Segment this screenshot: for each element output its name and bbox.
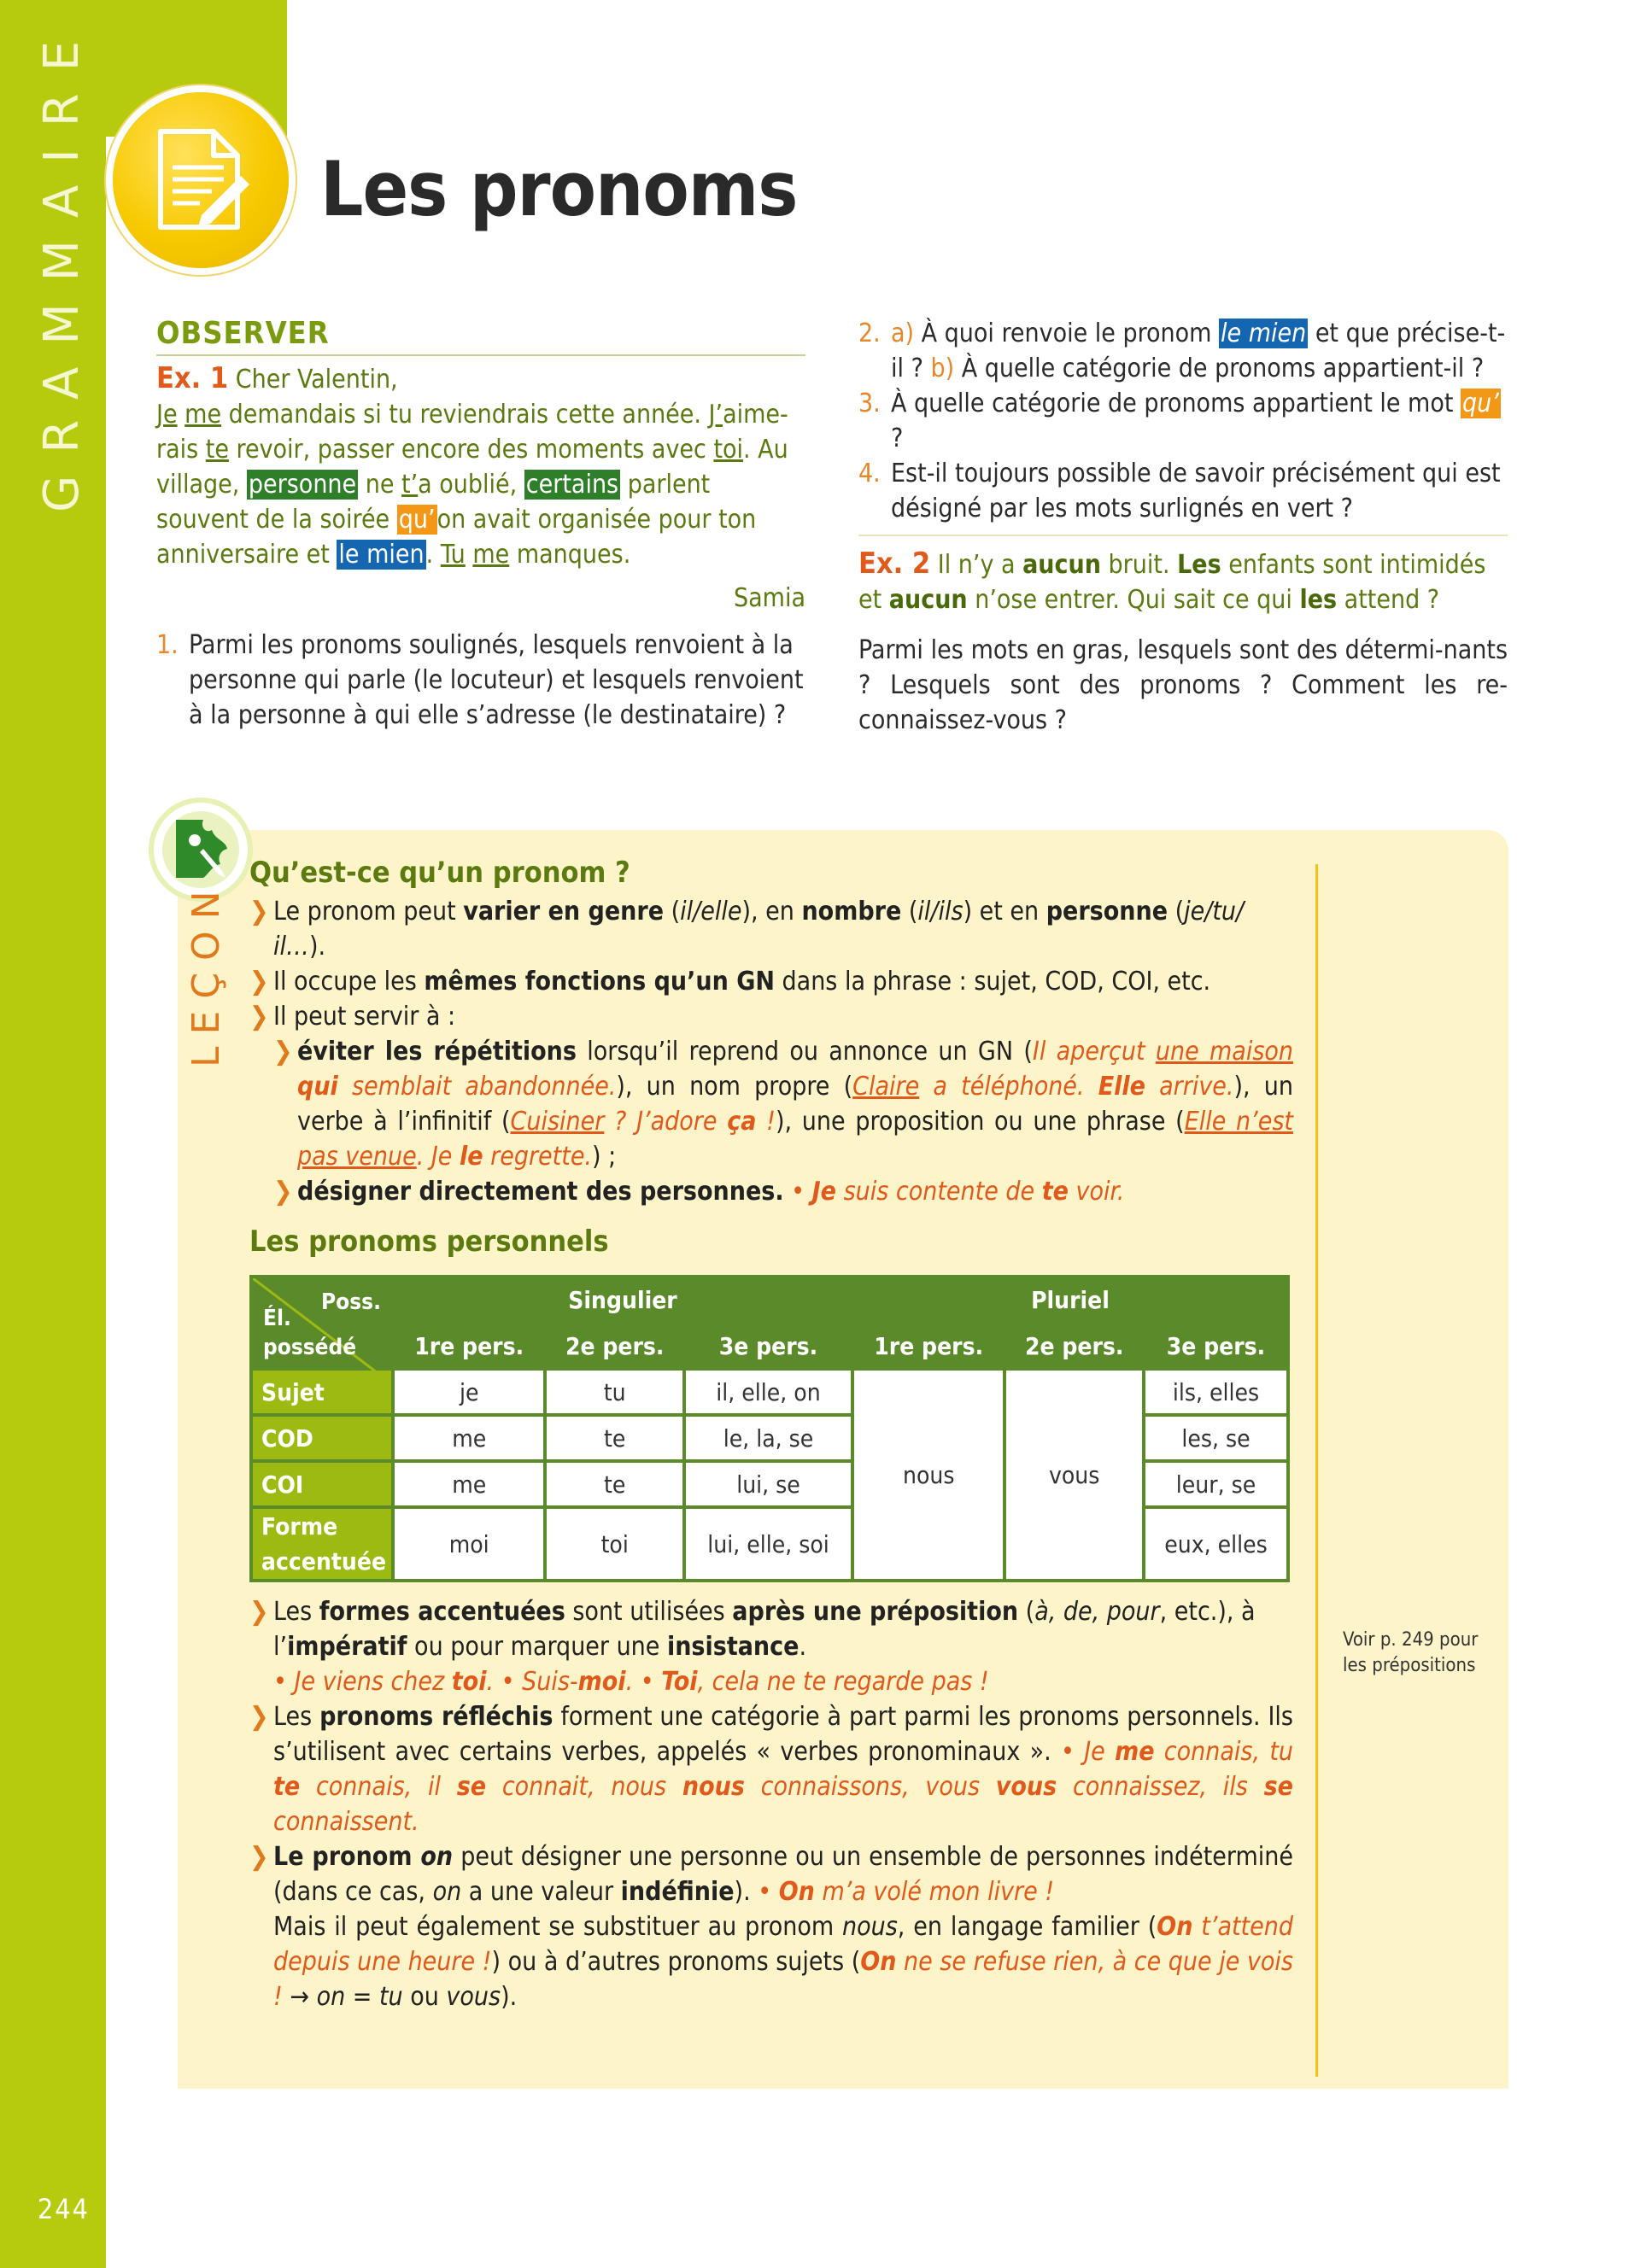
table-cell: le, la, se: [684, 1415, 852, 1461]
table-cell: lui, se: [684, 1461, 852, 1507]
lesson-bullet: ❯ Le pronom peut varier en genre (il/elle), en nombre (il/ils) et en personne (je/tu/ il…).: [249, 894, 1293, 964]
row-header: Forme accentuée: [251, 1507, 393, 1581]
separator: [858, 535, 1508, 536]
lesson-heading-2: Les pronoms personnels: [249, 1225, 609, 1259]
lesson-bullet: ❯ Il occupe les mêmes fonctions qu’un GN dans la phrase : sujet, COD, COI, etc.: [249, 964, 1293, 999]
chapter-badge: [113, 92, 289, 268]
letter-text: aime-: [723, 400, 788, 430]
ex1-greeting: Cher Valentin,: [235, 365, 398, 395]
question-1: [156, 628, 805, 733]
lesson-sub-bullet: ❯ désigner directement des personnes. • Je suis contente de te voir.: [273, 1174, 1293, 1209]
lesson-label: LEÇON: [184, 879, 228, 1067]
chevron-right-icon: ❯: [249, 1002, 269, 1032]
table-cell: je: [393, 1369, 545, 1415]
table-cell: me: [393, 1415, 545, 1461]
pers-header: 3e pers.: [1144, 1323, 1288, 1369]
chevron-right-icon: ❯: [249, 1842, 269, 1872]
word-je: Je: [156, 400, 178, 430]
lesson-bullet: ❯ Il peut servir à :: [249, 999, 1293, 1034]
document-pencil-icon: [152, 126, 255, 234]
ex2-question: Parmi les mots en gras, lesquels sont des détermi-nants ? Lesquels sont des pronoms ? Comment les re-connaissez-vous ?: [858, 635, 1508, 735]
letter-text: . Au village,: [156, 435, 788, 500]
questions-column: [858, 316, 1508, 738]
table-corner: [251, 1277, 393, 1369]
row-header: COI: [251, 1461, 393, 1507]
chevron-right-icon: ❯: [249, 1702, 269, 1732]
table-cell: te: [545, 1461, 684, 1507]
table-cell: lui, elle, soi: [684, 1507, 852, 1581]
letter-text: rais: [156, 435, 206, 465]
question-text: Parmi les pronoms soulignés, lesquels renvoient à la personne qui parle (le locuteur) et lesquels renvoient à la personne à qui elle s’adresse (le destinataire) ?: [189, 630, 804, 730]
row-header: COD: [251, 1415, 393, 1461]
observer-column: [156, 316, 805, 733]
table-row: [251, 1369, 1288, 1415]
question-3: [858, 386, 1508, 456]
highlight-personne: personne: [248, 470, 357, 500]
table-cell: me: [393, 1461, 545, 1507]
letter-text: .: [425, 540, 441, 570]
side-note: Voir p. 249 pour les prépositions: [1343, 1629, 1479, 1676]
observer-heading: OBSERVER: [156, 316, 805, 356]
ex2-text: Ex. 2 Il n’y a aucun bruit. Les enfants sont intimidés et aucun n’ose entrer. Qui sait ce qui les attend ?: [858, 547, 1486, 615]
highlight-qu: qu’: [1462, 389, 1499, 418]
letter-text: parlent souvent de la soirée: [156, 470, 711, 535]
lesson-margin-line: [1315, 864, 1318, 2077]
page-number: 244: [38, 2193, 90, 2225]
question-number: 2.: [858, 319, 881, 348]
question-2: [858, 316, 1508, 386]
question-number: 4.: [858, 459, 881, 488]
highlight-le-mien: le mien: [1221, 319, 1307, 348]
word-t: t’: [401, 470, 419, 500]
pers-header: 2e pers.: [545, 1323, 684, 1369]
word-me: me: [184, 400, 222, 430]
word-j: J’: [708, 400, 723, 430]
word-tu: Tu: [440, 540, 466, 570]
pers-header: 2e pers.: [1004, 1323, 1144, 1369]
chevron-right-icon: ❯: [273, 1177, 293, 1207]
question-number: 3.: [858, 389, 881, 418]
lesson-bullet: ❯ Les formes accentuées sont utilisées après une préposition (à, de, pour, etc.), à l’impératif ou pour marquer une insistance. • Je viens chez toi. • Suis-moi. • Toi, cela ne te regarde pas !: [249, 1594, 1293, 1699]
word-me: me: [472, 540, 510, 570]
group-header: Pluriel: [852, 1277, 1288, 1323]
question-4: [858, 456, 1508, 526]
lesson-heading-1: Qu’est-ce qu’un pronom ?: [249, 856, 630, 890]
ex1-label: Ex. 1: [156, 361, 229, 395]
letter-signature: Samia: [733, 583, 805, 613]
letter-text: manques.: [509, 540, 631, 570]
row-header: Sujet: [251, 1369, 393, 1415]
table-cell-vous: vous: [1004, 1369, 1144, 1581]
section-label: GRAMMAIRE: [34, 18, 90, 512]
ex2-label: Ex. 2: [858, 547, 931, 581]
question-number: 1.: [156, 630, 179, 660]
table-cell: te: [545, 1415, 684, 1461]
chevron-right-icon: ❯: [273, 1037, 293, 1067]
table-cell: toi: [545, 1507, 684, 1581]
letter-text: ne: [358, 470, 402, 500]
letter-text: a oublié,: [418, 470, 524, 500]
chevron-right-icon: ❯: [249, 967, 269, 997]
highlight-le-mien: le mien: [338, 540, 425, 570]
question-text: À quelle catégorie de pronoms appartient le mot qu’ ?: [891, 389, 1499, 453]
lesson-sub-bullet: ❯ éviter les répétitions lorsqu’il reprend ou annonce un GN (Il aperçut une maison qui semblait abandonnée.), un nom propre (Claire a téléphoné. Elle arrive.), un verbe à l’infinitif (Cuisiner ? J’adore ça !), une proposition ou une phrase (Elle n’est pas venue. Je le regrette.) ;: [273, 1034, 1293, 1174]
pronoun-table: [249, 1275, 1290, 1582]
word-te: te: [205, 435, 229, 465]
pers-header: 1re pers.: [393, 1323, 545, 1369]
pers-header: 3e pers.: [684, 1323, 852, 1369]
corner-poss-label: Poss.: [321, 1289, 381, 1315]
group-header: Singulier: [393, 1277, 852, 1323]
table-cell: il, elle, on: [684, 1369, 852, 1415]
letter-text: demandais si tu reviendrais cette année.: [221, 400, 709, 430]
lesson-bullet: ❯ Les pronoms réfléchis forment une catégorie à part parmi les pronoms personnels. Ils s’utilisent avec certains verbes, appelés « verbes pronominaux ». • Je me connais, tu te connais, il se connait, nous nous connaissons, vous vous connaissez, ils se connaissent.: [249, 1699, 1293, 1839]
corner-el-label: Él. possédé: [263, 1306, 357, 1360]
chevron-right-icon: ❯: [249, 897, 269, 926]
table-cell: eux, elles: [1144, 1507, 1288, 1581]
question-text: a) À quoi renvoie le pronom le mien et que précise-t-il ? b) À quelle catégorie de pronoms appartient-il ?: [891, 319, 1506, 383]
word-toi: toi: [713, 435, 744, 465]
table-cell: ils, elles: [1144, 1369, 1288, 1415]
table-cell: leur, se: [1144, 1461, 1288, 1507]
chevron-right-icon: ❯: [249, 1597, 269, 1627]
ex1-letter: [156, 361, 805, 572]
letter-text: on avait organisée pour ton anniversaire et: [156, 505, 757, 570]
lesson-bullet: ❯ Le pronom on peut désigner une personne ou un ensemble de personnes indéterminé (dans ce cas, on a une valeur indéfinie). • On m’a volé mon livre ! Mais il peut également se substituer au pronom nous, en langage familier (On t’attend depuis une heure !) ou à d’autres pronoms sujets (On ne se refuse rien, à ce que je vois ! → on = tu ou vous).: [249, 1839, 1293, 2014]
leaf-pen-icon: [169, 815, 232, 883]
page-title: Les pronoms: [320, 145, 798, 233]
table-cell: moi: [393, 1507, 545, 1581]
letter-text: revoir, passer encore des moments avec: [228, 435, 714, 465]
table-cell: tu: [545, 1369, 684, 1415]
pers-header: 1re pers.: [852, 1323, 1004, 1369]
highlight-certains: certains: [525, 470, 619, 500]
highlight-qu: qu’: [398, 505, 436, 535]
lesson-content: [249, 856, 1293, 2014]
table-cell: les, se: [1144, 1415, 1288, 1461]
question-text: Est-il toujours possible de savoir précisément qui est désigné par les mots surlignés en vert ?: [891, 459, 1501, 523]
table-cell-nous: nous: [852, 1369, 1004, 1581]
